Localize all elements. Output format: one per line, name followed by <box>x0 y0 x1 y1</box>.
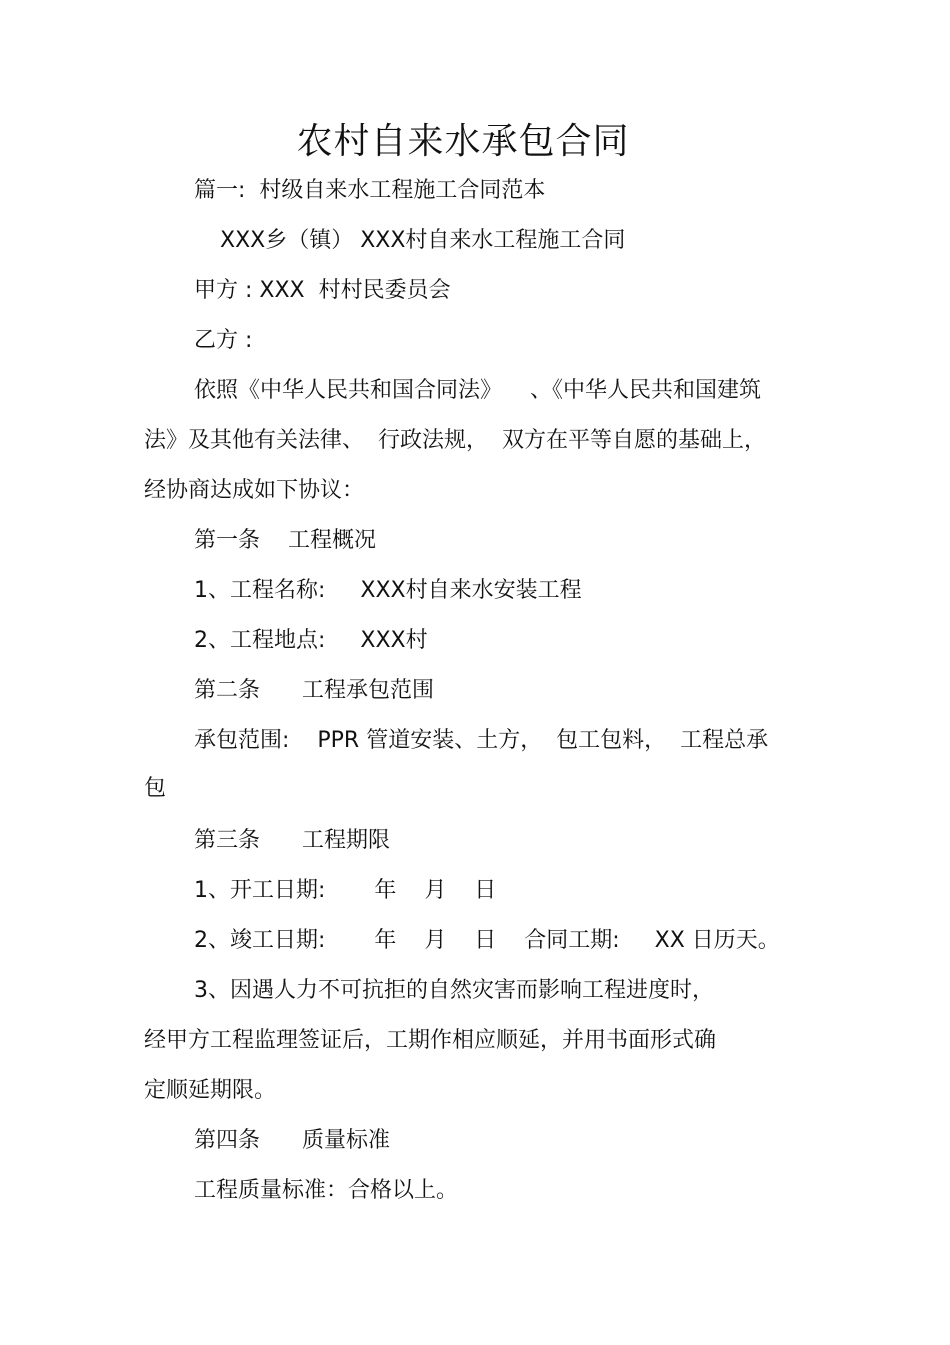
article-3-heading: 第三条 工程期限 <box>194 828 390 853</box>
delay-clause-line-3: 定顺延期限。 <box>144 1078 277 1103</box>
article-2-heading: 第二条 工程承包范围 <box>194 678 434 703</box>
contract-name: XXX乡（镇） XXX村自来水工程施工合同 <box>220 228 626 253</box>
scope-line-1: 承包范围: PPR 管道安装、土方， 包工包料， 工程总承 <box>194 728 769 753</box>
document-title: 农村自来水承包合同 <box>296 121 630 162</box>
article-4-heading: 第四条 质量标准 <box>194 1128 390 1153</box>
preamble-line-1: 依照《中华人民共和国合同法》 、《中华人民共和国建筑 <box>194 378 761 403</box>
preamble-line-2: 法》及其他有关法律、 行政法规， 双方在平等自愿的基础上， <box>144 428 766 453</box>
project-name: 1、工程名称: XXX村自来水安装工程 <box>194 578 582 603</box>
party-b: 乙方 : <box>194 328 253 353</box>
article-1-heading: 第一条 工程概况 <box>194 528 376 553</box>
project-location: 2、工程地点: XXX村 <box>194 628 428 653</box>
completion-date: 2、竣工日期: 年 月 日 合同工期: XX 日历天。 <box>194 928 780 953</box>
section-heading-part1: 篇一: 村级自来水工程施工合同范本 <box>194 178 546 203</box>
preamble-line-3: 经协商达成如下协议： <box>144 478 365 503</box>
delay-clause-line-2: 经甲方工程监理签证后，工期作相应顺延，并用书面形式确 <box>144 1028 717 1053</box>
party-a: 甲方 : XXX 村村民委员会 <box>194 278 451 303</box>
quality-standard: 工程质量标准：合格以上。 <box>194 1178 459 1203</box>
scope-line-2: 包 <box>144 776 167 801</box>
start-date: 1、开工日期: 年 月 日 <box>194 878 497 903</box>
delay-clause-line-1: 3、因遇人力不可抗拒的自然灾害而影响工程进度时， <box>194 978 714 1003</box>
